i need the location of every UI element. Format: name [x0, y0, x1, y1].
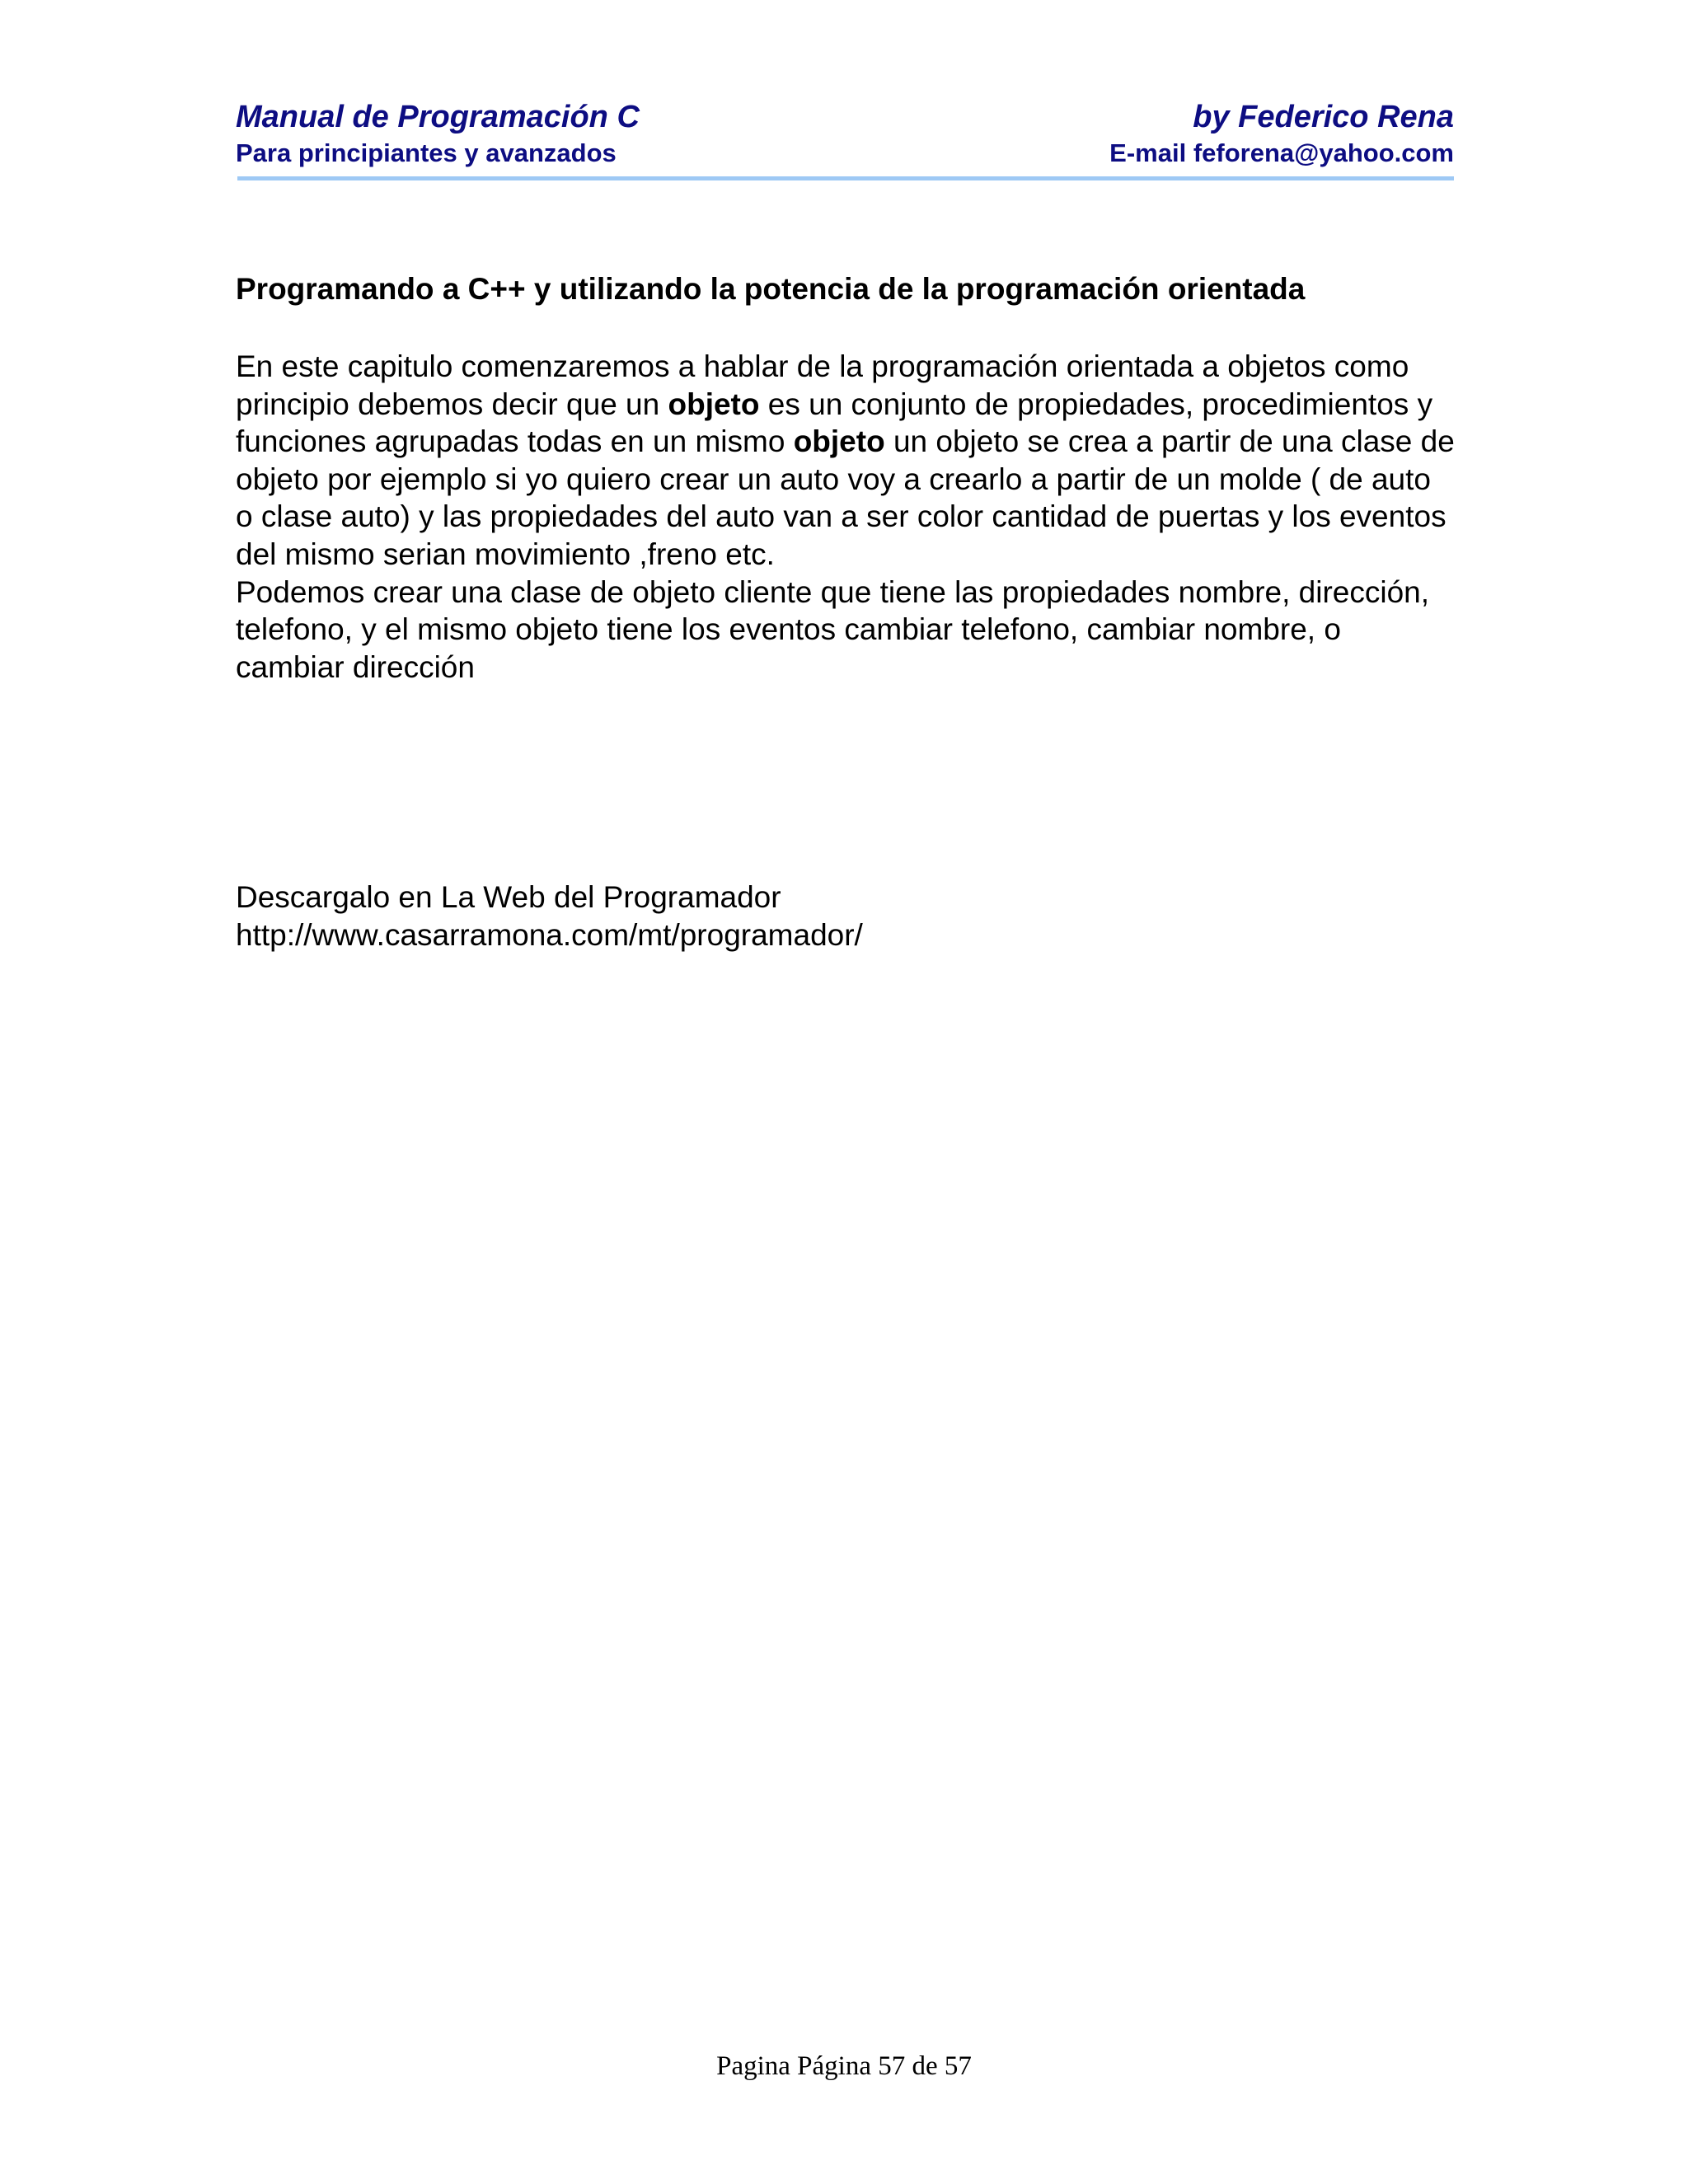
download-url[interactable]: http://www.casarramona.com/mt/programador/: [236, 918, 863, 952]
para1-bold-objeto-2: objeto: [793, 424, 885, 459]
para1-text-3: un objeto se crea a partir de una clase de objeto por ejemplo si yo quiero crear un auto voy a crearlo a partir de un molde ( de auto o clase auto) y las propiedades del auto van a ser color cantidad de puertas y los eventos del mismo serian movimiento ,freno etc.: [236, 424, 1455, 571]
header-right: [1109, 97, 1454, 170]
section-heading: Programando a C++ y utilizando la potencia de la programación orientada: [236, 272, 1306, 306]
manual-subtitle: Para principiantes y avanzados: [236, 138, 617, 167]
page-footer: Pagina Página 57 de 57: [716, 2051, 972, 2081]
main-content: [236, 270, 1456, 686]
download-info: [236, 879, 863, 954]
page-header: [236, 97, 1454, 183]
para1-text-2: es un conjunto de propiedades, procedimientos y funciones agrupadas todas en un mismo: [236, 387, 1433, 459]
download-line: Descargalo en La Web del Programador: [236, 880, 781, 914]
manual-title: Manual de Programación C: [236, 100, 640, 134]
para1-text-1: En este capitulo comenzaremos a hablar de la programación orientada a objetos como principio debemos decir que un: [236, 349, 1409, 421]
author-email: E-mail feforena@yahoo.com: [1109, 138, 1454, 167]
paragraph-client-class: Podemos crear una clase de objeto cliente que tiene las propiedades nombre, dirección, telefono, y el mismo objeto tiene los eventos cambiar telefono, cambiar nombre, o cambiar dirección: [236, 574, 1430, 684]
author-name: by Federico Rena: [1193, 100, 1454, 134]
para1-bold-objeto-1: objeto: [668, 387, 760, 421]
body-text: [236, 348, 1456, 686]
header-divider: [237, 176, 1454, 180]
paragraph-objects: [236, 348, 1456, 574]
header-left: [236, 97, 640, 170]
